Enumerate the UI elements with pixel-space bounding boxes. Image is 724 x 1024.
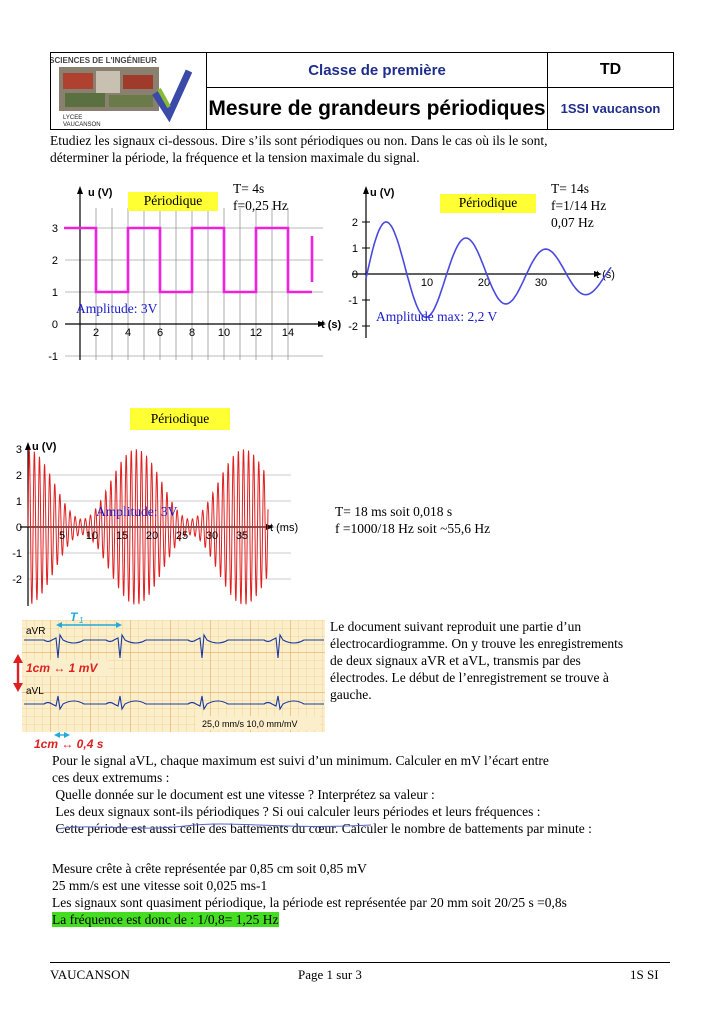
school-logo <box>50 52 207 130</box>
y-tick-labels <box>348 217 358 333</box>
intro-line-2: déterminer la période, la fréquence et la tension maximale du signal. <box>50 150 420 165</box>
svg-text:1: 1 <box>351 243 358 255</box>
svg-text:2: 2 <box>92 327 100 339</box>
y-axis-label: u (V) <box>88 187 113 199</box>
svg-text:-1: -1 <box>348 295 358 307</box>
footer <box>50 962 670 982</box>
period-t1-label: T <box>70 612 78 624</box>
svg-text:-1: -1 <box>12 548 22 560</box>
svg-text:2: 2 <box>351 217 358 229</box>
svg-text:-2: -2 <box>12 574 22 586</box>
svg-text:2: 2 <box>15 470 22 482</box>
footer-right: 1S SI <box>630 967 659 982</box>
y-tick-labels <box>12 444 22 586</box>
x-axis-label: t (s) <box>321 319 342 331</box>
svg-text:8: 8 <box>188 327 196 339</box>
signal1-period: T= 4s <box>233 181 265 196</box>
svg-text:SCIENCES DE L'INGÉNIEUR: SCIENCES DE L'INGÉNIEUR <box>51 56 157 65</box>
svg-text:2: 2 <box>51 255 58 267</box>
lead-avl-label: aVL <box>26 686 44 697</box>
svg-text:3: 3 <box>51 223 58 235</box>
class-label: Classe de première <box>206 52 548 88</box>
svg-text:10: 10 <box>217 327 231 339</box>
y-axis-label: u (V) <box>32 441 57 453</box>
x-axis-label: t (s) <box>596 269 615 281</box>
answer-3: Les signaux sont quasiment périodique, la période est représentée par 20 mm soit 20/25 s =0,8s <box>52 895 567 910</box>
svg-text:1: 1 <box>15 496 22 508</box>
svg-text:1: 1 <box>79 616 84 625</box>
svg-text:1: 1 <box>51 287 58 299</box>
svg-text:30: 30 <box>205 530 219 542</box>
signal2-periodic-label: Périodique <box>440 194 536 213</box>
question-1: Pour le signal aVL, chaque maximum est suivi d’un minimum. Calculer en mV l’écart entre <box>52 753 549 768</box>
svg-text:LYCEE: LYCEE <box>63 115 83 121</box>
horizontal-scale-label: 1cm ↔ 0,4 s <box>34 737 104 751</box>
x-tick-labels <box>93 327 294 339</box>
damped-sine-signal <box>366 222 611 317</box>
signal1-periodic-label: Périodique <box>128 192 218 211</box>
svg-text:14: 14 <box>281 327 295 339</box>
question-1-cont: ces deux extremums : <box>52 770 170 785</box>
signal2-frequency: f=1/14 Hz <box>551 198 607 213</box>
svg-text:0: 0 <box>51 319 58 331</box>
signal3-frequency: f =1000/18 Hz soit ~55,6 Hz <box>335 521 491 536</box>
svg-text:10: 10 <box>85 530 99 542</box>
signal3-amplitude: Amplitude: 3V <box>96 504 178 519</box>
signal2-amplitude: Amplitude max: 2,2 V <box>376 309 498 324</box>
answer-4: La fréquence est donc de : 1/0,8= 1,25 Hz <box>52 912 279 927</box>
header-table <box>50 52 674 130</box>
signal2-period: T= 14s <box>551 181 589 196</box>
ecg-recording <box>10 612 325 752</box>
ecg-speed-label: 25,0 mm/s 10,0 mm/mV <box>202 719 298 729</box>
svg-text:-1: -1 <box>48 351 58 363</box>
answer-2: 25 mm/s est une vitesse soit 0,025 ms-1 <box>52 878 268 893</box>
svg-text:35: 35 <box>235 530 249 542</box>
footer-page-number: Page 1 sur 3 <box>298 967 362 982</box>
x-tick-labels <box>421 277 547 289</box>
svg-text:-2: -2 <box>348 321 358 333</box>
doc-type: TD <box>547 52 674 88</box>
question-4: Cette période est aussi celle des battements du cœur. Calculer le nombre de battements par minute : <box>52 821 592 836</box>
footer-left: VAUCANSON <box>50 967 130 982</box>
ecg-description: Le document suivant reproduit une partie d’un électrocardiogramme. On y trouve les enregistrements de deux signaux aVR et aVL, transmis par des électrodes. Le début de l’enregistrement se trouve à gauche. <box>330 619 624 702</box>
answers <box>52 860 682 928</box>
burst-signal-graph <box>6 438 306 608</box>
scribble-underline <box>55 820 375 834</box>
signal1-frequency: f=0,25 Hz <box>233 198 288 213</box>
svg-text:3: 3 <box>15 444 22 456</box>
question-3: Les deux signaux sont-ils périodiques ? Si oui calculer leurs périodes et leurs fréquences : <box>52 804 541 819</box>
signal3-periodic-label: Périodique <box>130 408 230 430</box>
svg-text:4: 4 <box>124 327 132 339</box>
svg-text:10: 10 <box>420 277 434 289</box>
svg-text:30: 30 <box>534 277 548 289</box>
svg-text:20: 20 <box>145 530 159 542</box>
section-label: 1SSI vaucanson <box>547 87 674 130</box>
signal3-period: T= 18 ms soit 0,018 s <box>335 504 453 519</box>
intro-line-1: Etudiez les signaux ci-dessous. Dire s’ils sont périodiques ou non. Dans le cas où ils le sont, <box>50 133 548 148</box>
vertical-scale-label: 1cm ↔ 1 mV <box>26 661 98 675</box>
page-title: Mesure de grandeurs périodiques <box>206 87 548 130</box>
lead-avr-label: aVR <box>26 626 46 637</box>
y-tick-labels <box>48 223 58 363</box>
burst-signal <box>28 449 268 604</box>
svg-text:15: 15 <box>115 530 129 542</box>
svg-text:5: 5 <box>58 530 66 542</box>
answer-1: Mesure crête à crête représentée par 0,85 cm soit 0,85 mV <box>52 861 367 876</box>
svg-text:20: 20 <box>477 277 491 289</box>
svg-text:VAUCANSON: VAUCANSON <box>63 122 101 128</box>
intro-text <box>50 132 680 166</box>
svg-text:6: 6 <box>156 327 164 339</box>
y-axis-label: u (V) <box>370 187 395 199</box>
question-2: Quelle donnée sur le document est une vitesse ? Interprétez sa valeur : <box>52 787 435 802</box>
svg-text:0: 0 <box>351 269 358 281</box>
svg-text:12: 12 <box>249 327 263 339</box>
svg-text:0: 0 <box>15 522 22 534</box>
svg-text:25: 25 <box>175 530 189 542</box>
signal2-frequency-decimal: 0,07 Hz <box>551 215 594 230</box>
signal1-amplitude: Amplitude: 3V <box>76 301 158 316</box>
x-axis-label: t (ms) <box>270 522 299 534</box>
